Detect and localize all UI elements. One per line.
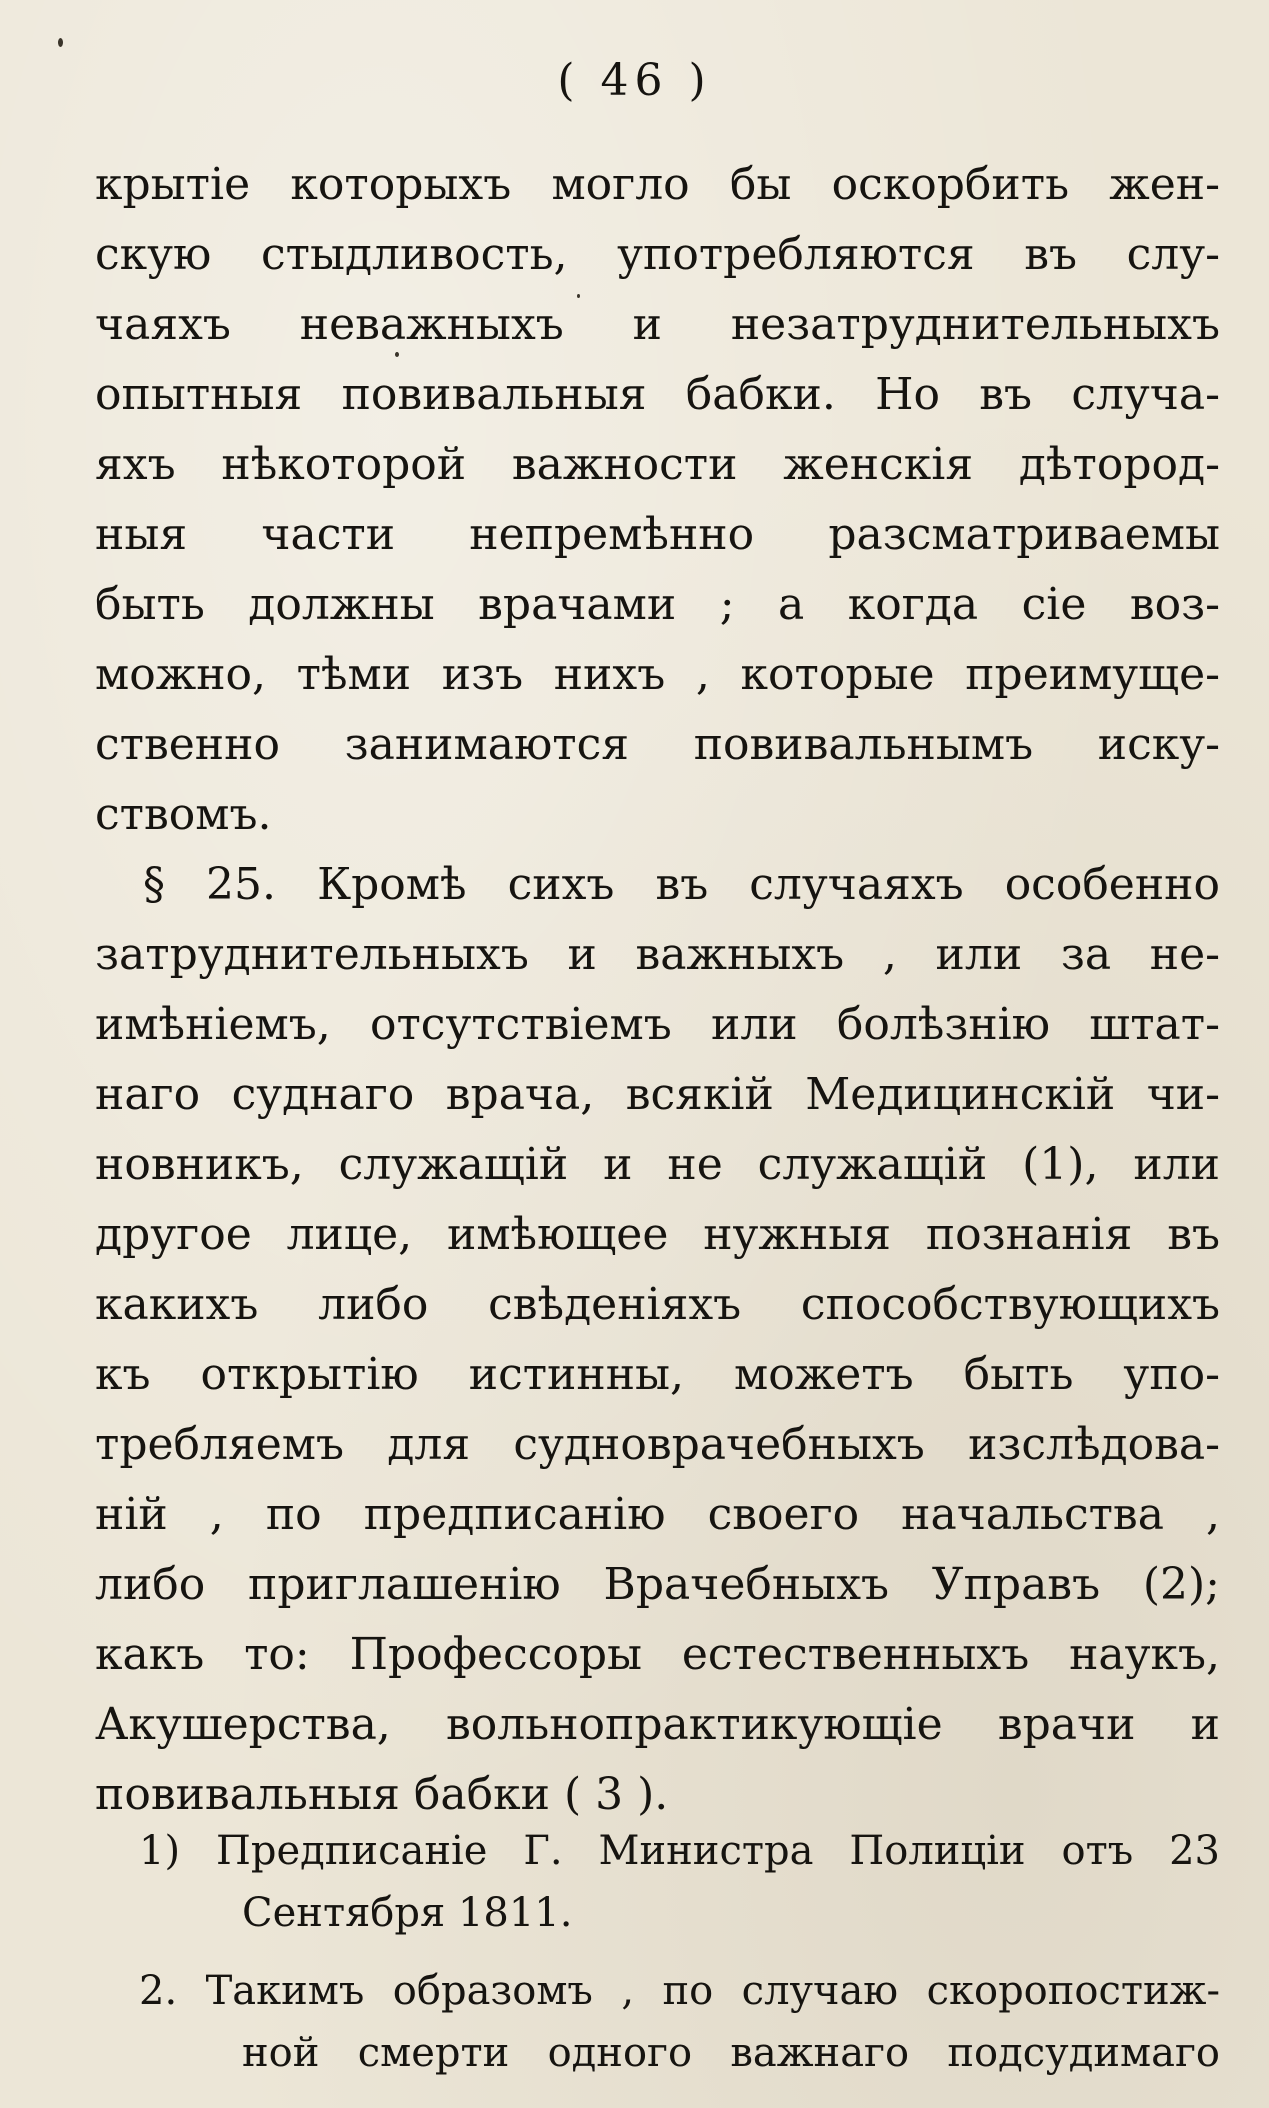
text-line: какъ то: Профессоры естественныхъ наукъ, — [95, 1629, 1220, 1680]
text-line: яхъ нѣкоторой важности женскія дѣтород- — [95, 439, 1220, 490]
text-line: какихъ либо свѣденіяхъ способствующихъ — [95, 1279, 1220, 1330]
body-text — [95, 150, 1220, 1830]
text-line: ствомъ. — [95, 789, 272, 840]
text-line: скую стыдливость, употребляются въ слу- — [95, 229, 1220, 280]
text-line: новникъ, служащій и не служащій (1), или — [95, 1139, 1220, 1190]
text-line: къ открытію истинны, можетъ быть упо- — [95, 1349, 1220, 1400]
text-line: повивальныя бабки ( 3 ). — [95, 1769, 669, 1820]
paper-speck — [577, 294, 580, 298]
text-line: требляемъ для судноврачебныхъ изслѣдова- — [95, 1419, 1220, 1470]
text-line: наго суднаго врача, всякій Медицинскій чи- — [95, 1069, 1220, 1120]
text-line: опытныя повивальныя бабки. Но въ случа- — [95, 369, 1220, 420]
text-line: Акушерства, вольнопрактикующіе врачи и — [95, 1699, 1220, 1750]
text-line: другое лице, имѣющее нужныя познанія въ — [95, 1209, 1220, 1260]
footnotes — [95, 1820, 1220, 2084]
footnote-1 — [95, 1820, 1220, 1944]
footnote-line: ной смерти одного важнаго подсудимаго — [242, 2030, 1220, 2076]
text-line: либо приглашенію Врачебныхъ Управъ (2); — [95, 1559, 1220, 1610]
text-line: имѣніемъ, отсутствіемъ или болѣзнію штат- — [95, 999, 1220, 1050]
text-line: затруднительныхъ и важныхъ , или за не- — [95, 929, 1220, 980]
text-line: крытіе которыхъ могло бы оскорбить жен- — [95, 159, 1220, 210]
text-line: ныя части непремѣнно разсматриваемы — [95, 509, 1220, 560]
footnote-line: Сентября 1811. — [242, 1890, 573, 1936]
text-line: ственно занимаются повивальнымъ иску- — [95, 719, 1220, 770]
text-line: можно, тѣми изъ нихъ , которые преимуще- — [95, 649, 1220, 700]
footnote-line: 1) Предписаніе Г. Министра Полиціи отъ 23 — [139, 1828, 1220, 1874]
paper-speck — [395, 352, 399, 357]
page-number: ( 46 ) — [557, 55, 712, 106]
paper-speck — [58, 38, 63, 47]
text-line: ній , по предписанію своего начальства , — [95, 1489, 1220, 1540]
text-line: чаяхъ неважныхъ и незатруднительныхъ — [95, 299, 1220, 350]
section-heading-line: § 25. Кромѣ сихъ въ случаяхъ особенно — [143, 859, 1220, 910]
text-line: быть должны врачами ; а когда сіе воз- — [95, 579, 1220, 630]
footnote-line: 2. Такимъ образомъ , по случаю скоропостиж- — [139, 1968, 1220, 2014]
footnote-2 — [95, 1960, 1220, 2084]
